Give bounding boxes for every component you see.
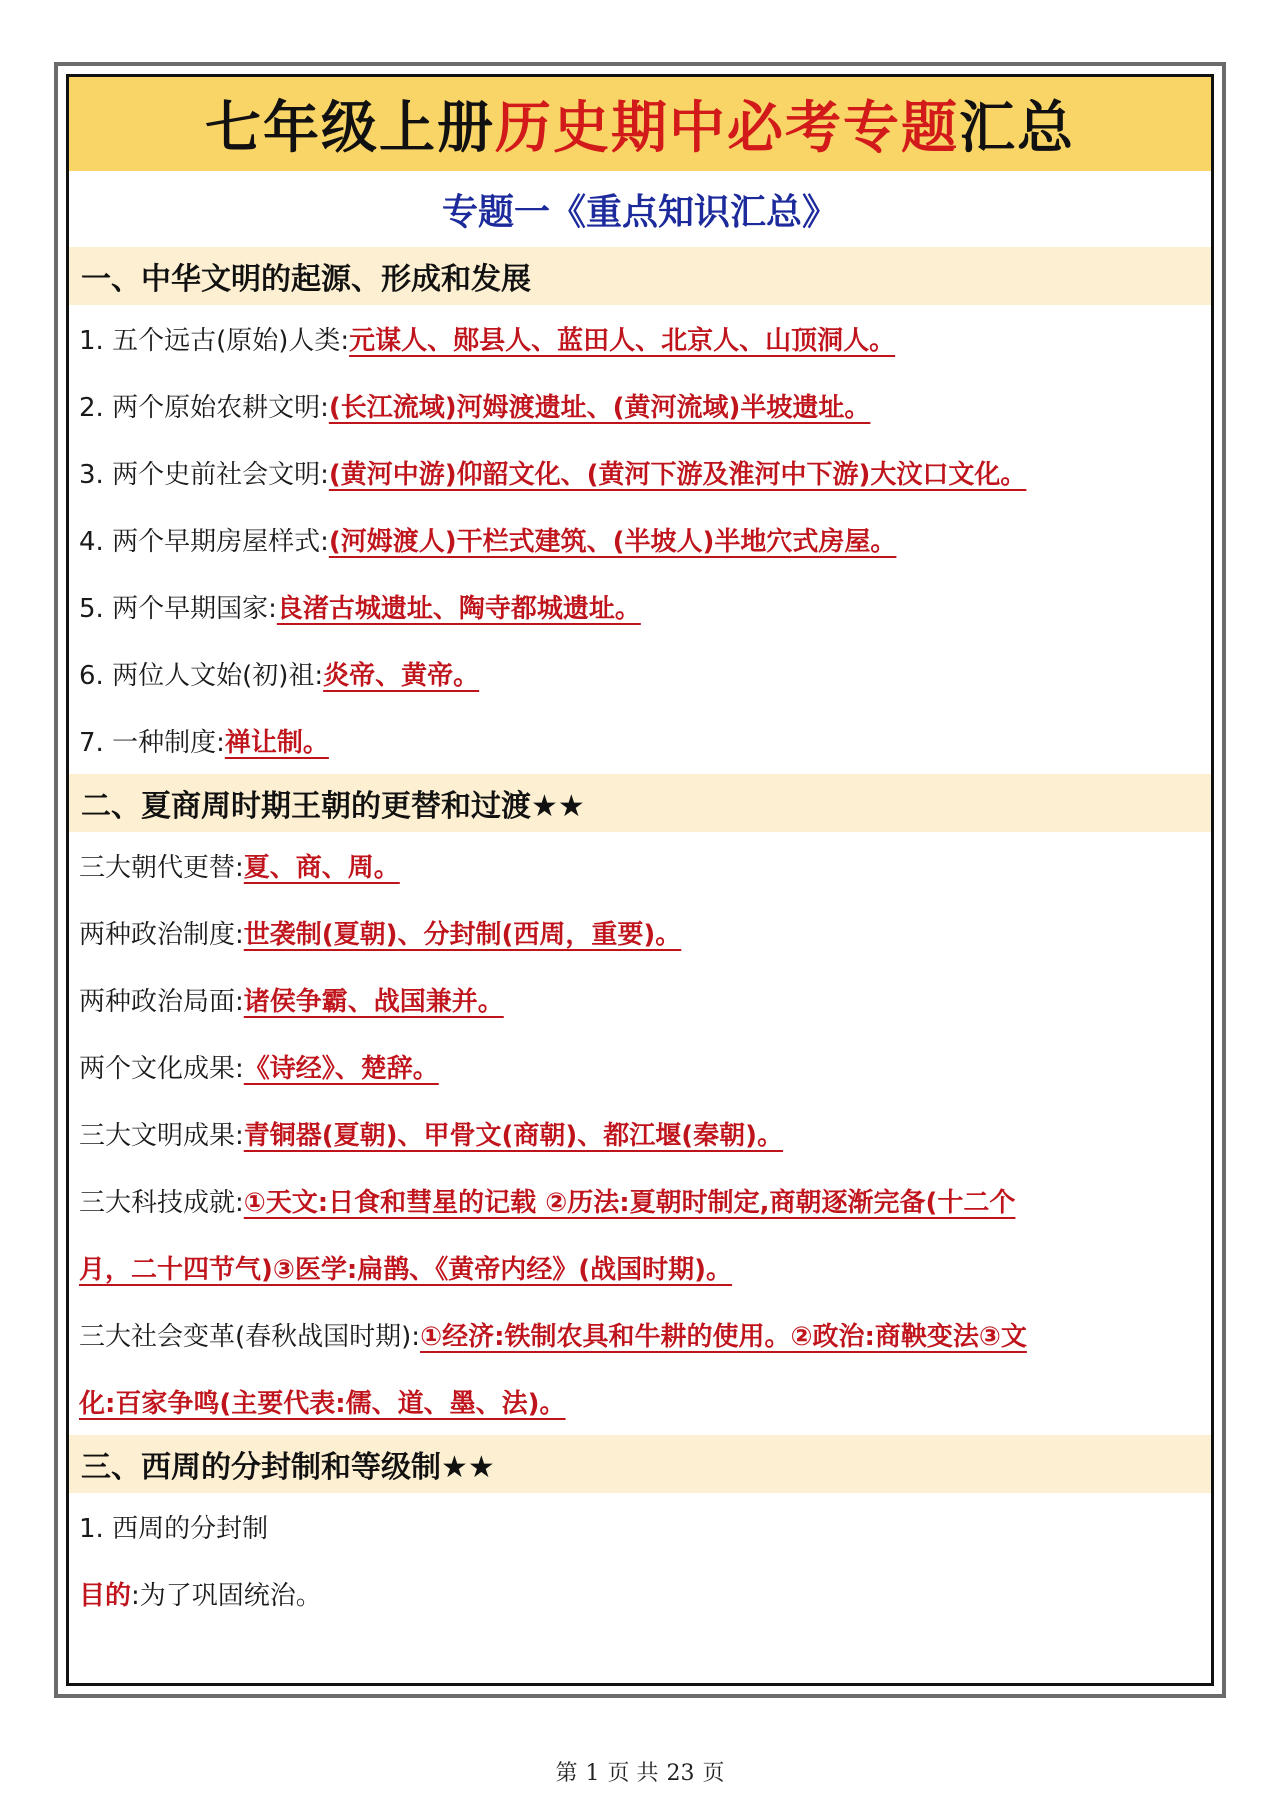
page-content-frame xyxy=(66,74,1214,1686)
list-item xyxy=(69,439,1211,506)
list-item xyxy=(69,372,1211,439)
item-answer: (黄河中游)仰韶文化、(黄河下游及淮河中下游)大汶口文化。 xyxy=(328,460,1027,490)
footer-mid: 页 共 xyxy=(607,1761,659,1786)
item-answer: 炎帝、黄帝。 xyxy=(323,661,480,691)
purpose-text: :为了巩固统治。 xyxy=(131,1581,322,1611)
item-label: 1. 五个远古(原始)人类: xyxy=(79,326,350,356)
list-item xyxy=(69,506,1211,573)
page-title xyxy=(69,77,1211,171)
item-answer: (长江流域)河姆渡遗址、(黄河流域)半坡遗址。 xyxy=(328,393,871,423)
item-label: 5. 两个早期国家: xyxy=(79,594,277,624)
list-item xyxy=(69,305,1211,372)
section-2-heading: 二、夏商周时期王朝的更替和过渡★★ xyxy=(69,774,1211,832)
item-answer-continued: 月，二十四节气)③医学:扁鹊、《黄帝内经》(战国时期)。 xyxy=(79,1255,733,1285)
item-label: 三大科技成就: xyxy=(79,1188,244,1218)
footer-pre: 第 xyxy=(555,1761,578,1786)
title-part-2: 历史期中必考专题 xyxy=(495,96,959,161)
list-item xyxy=(69,573,1211,640)
list-item xyxy=(69,1100,1211,1167)
item-label: 三大朝代更替: xyxy=(79,853,244,883)
list-item xyxy=(69,1301,1211,1368)
item-answer: 世袭制(夏朝)、分封制(西周，重要)。 xyxy=(243,920,682,950)
subtitle: 专题一《重点知识汇总》 xyxy=(441,191,838,233)
item-answer: 禅让制。 xyxy=(224,728,329,758)
list-item xyxy=(69,1033,1211,1100)
subsection-title: 1. 西周的分封制 xyxy=(79,1514,269,1544)
list-item xyxy=(69,1167,1211,1234)
section-1-heading: 一、中华文明的起源、形成和发展 xyxy=(69,247,1211,305)
list-item xyxy=(69,832,1211,899)
page-footer xyxy=(0,1756,1280,1787)
title-part-1: 七年级上册 xyxy=(205,96,495,161)
list-item xyxy=(69,707,1211,774)
item-answer-continued: 化:百家争鸣(主要代表:儒、道、墨、法)。 xyxy=(79,1389,566,1419)
item-answer: 夏、商、周。 xyxy=(243,853,400,883)
section-3-heading: 三、西周的分封制和等级制★★ xyxy=(69,1435,1211,1493)
item-answer: 青铜器(夏朝)、甲骨文(商朝)、都江堰(秦朝)。 xyxy=(243,1121,784,1151)
item-label: 两种政治局面: xyxy=(79,987,244,1017)
total-page-count: 23 xyxy=(666,1761,695,1786)
footer-post: 页 xyxy=(702,1761,725,1786)
item-answer: 诸侯争霸、战国兼并。 xyxy=(243,987,504,1017)
title-part-3: 汇总 xyxy=(959,96,1075,161)
list-item xyxy=(69,899,1211,966)
item-label: 3. 两个史前社会文明: xyxy=(79,460,329,490)
item-answer: 元谋人、郧县人、蓝田人、北京人、山顶洞人。 xyxy=(349,326,896,356)
item-answer: ①天文:日食和彗星的记载 ②历法:夏朝时制定,商朝逐渐完备(十二个 xyxy=(243,1188,1016,1218)
item-label: 7. 一种制度: xyxy=(79,728,225,758)
item-label: 2. 两个原始农耕文明: xyxy=(79,393,329,423)
purpose-line xyxy=(69,1560,1211,1627)
list-item xyxy=(69,966,1211,1033)
item-answer: 良渚古城遗址、陶寺都城遗址。 xyxy=(276,594,641,624)
purpose-label: 目的 xyxy=(79,1581,132,1611)
item-label: 两个文化成果: xyxy=(79,1054,244,1084)
list-item-continued xyxy=(69,1368,1211,1435)
list-item-continued xyxy=(69,1234,1211,1301)
current-page-number: 1 xyxy=(585,1761,600,1786)
item-answer: 《诗经》、楚辞。 xyxy=(243,1054,439,1084)
item-label: 6. 两位人文始(初)祖: xyxy=(79,661,324,691)
item-label: 三大社会变革(春秋战国时期): xyxy=(79,1322,421,1352)
item-label: 4. 两个早期房屋样式: xyxy=(79,527,329,557)
list-item xyxy=(69,640,1211,707)
item-answer: (河姆渡人)干栏式建筑、(半坡人)半地穴式房屋。 xyxy=(328,527,897,557)
item-label: 三大文明成果: xyxy=(79,1121,244,1151)
item-answer: ①经济:铁制农具和牛耕的使用。②政治:商鞅变法③文 xyxy=(420,1322,1027,1352)
item-label: 两种政治制度: xyxy=(79,920,244,950)
